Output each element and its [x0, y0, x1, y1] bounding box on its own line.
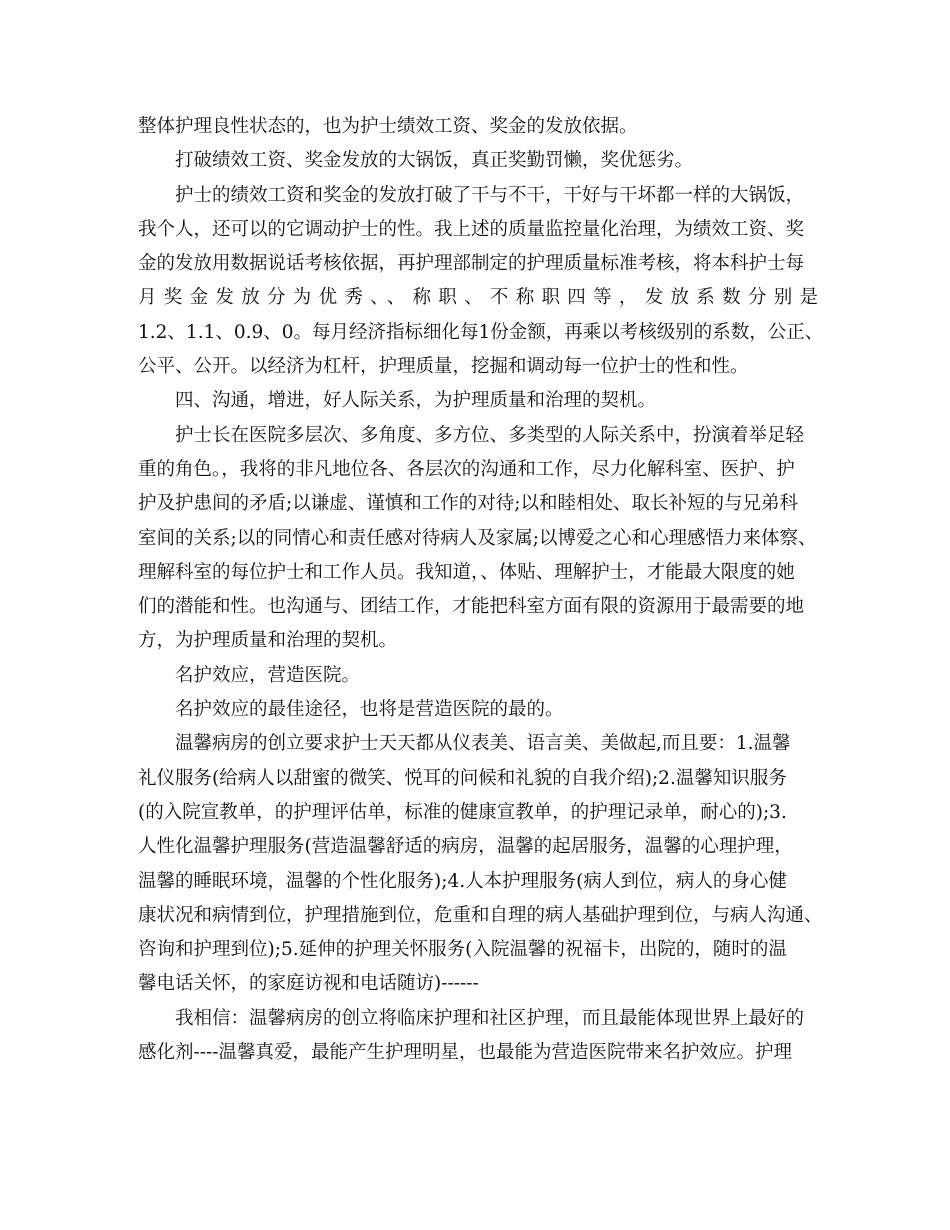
- text-line: 康状况和病情到位，护理措施到位，危重和自理的病人基础护理到位，与病人沟通、: [138, 904, 823, 926]
- text-line: 公平、公开。以经济为杠杆，护理质量，挖掘和调动每一位护士的性和性。: [138, 356, 749, 378]
- text-line: 重的角色。，我将的非凡地位各、各层次的沟通和工作，尽力化解科室、医护、护: [138, 458, 795, 480]
- text-line: 咨询和护理到位);5.延伸的护理关怀服务(入院温馨的祝福卡，出院的，随时的温: [138, 939, 787, 961]
- text-line: 感化剂----温馨真爱，最能产生护理明星，也最能为营造医院带来名护效应。护理: [138, 1042, 793, 1064]
- text-line: 温馨的睡眠环境，温馨的个性化服务);4.人本护理服务(病人到位，病人的身心健: [138, 870, 787, 892]
- paragraph-start: 打破绩效工资、奖金发放的大锅饭，真正奖勤罚懒，奖优惩劣。: [175, 150, 694, 172]
- text-line: 月奖金发放分为优秀、、称职、不称职四等，发放系数分别是: [138, 287, 818, 309]
- paragraph-start: 温馨病房的创立要求护士天天都从仪表美、语言美、美做起,而且要：1.温馨: [175, 733, 791, 755]
- text-line: 馨电话关怀，的家庭访视和电话随访)------: [138, 973, 479, 995]
- text-line: 方，为护理质量和治理的契机。: [138, 630, 398, 652]
- text-line: 金的发放用数据说话考核依据，再护理部制定的护理质量标准考核，将本科护士每: [138, 253, 805, 275]
- paragraph-start: 四、沟通，增进，好人际关系，为护理质量和治理的契机。: [175, 390, 657, 412]
- document-body: [138, 110, 824, 1070]
- text-line: 人性化温馨护理服务(营造温馨舒适的病房，温馨的起居服务，温馨的心理护理，: [138, 836, 793, 858]
- text-line: 们的潜能和性。也沟通与、团结工作，才能把科室方面有限的资源用于最需要的地: [138, 596, 805, 618]
- text-line: 礼仪服务(给病人以甜蜜的微笑、悦耳的问候和礼貌的自我介绍);2.温馨知识服务: [138, 767, 787, 789]
- text-line: 整体护理良性状态的，也为护士绩效工资、奖金的发放依据。: [138, 116, 638, 137]
- text-line: (的入院宣教单，的护理评估单，标准的健康宣教单，的护理记录单，耐心的);3.: [138, 801, 787, 823]
- text-line: 我个人，还可以的它调动护士的性。我上述的质量监控量化治理，为绩效工资、奖: [138, 218, 805, 240]
- paragraph-start: 护士的绩效工资和奖金的发放打破了干与不干，干好与干坏都一样的大锅饭，: [175, 184, 805, 206]
- text-line: 室间的关系;以的同情心和责任感对待病人及家属;以博爱之心和心理感悟力来体察、: [138, 527, 817, 549]
- paragraph-start: 名护效应，营造医院。: [175, 664, 361, 686]
- paragraph-start: 名护效应的最佳途径，也将是营造医院的最的。: [175, 699, 564, 721]
- text-line: 1.2、1.1、0.9、0。每月经济指标细化每1份金额，再乘以考核级别的系数，公正、: [138, 321, 824, 343]
- text-line: 理解科室的每位护士和工作人员。我知道，、体贴、理解护士，才能最大限度的她: [138, 561, 795, 583]
- text-line: 护及护患间的矛盾;以谦虚、谨慎和工作的对待;以和睦相处、取长补短的与兄弟科: [138, 493, 798, 515]
- paragraph-start: 我相信：温馨病房的创立将临床护理和社区护理，而且最能体现世界上最好的: [175, 1007, 805, 1029]
- paragraph-start: 护士长在医院多层次、多角度、多方位、多类型的人际关系中，扮演着举足轻: [175, 424, 805, 446]
